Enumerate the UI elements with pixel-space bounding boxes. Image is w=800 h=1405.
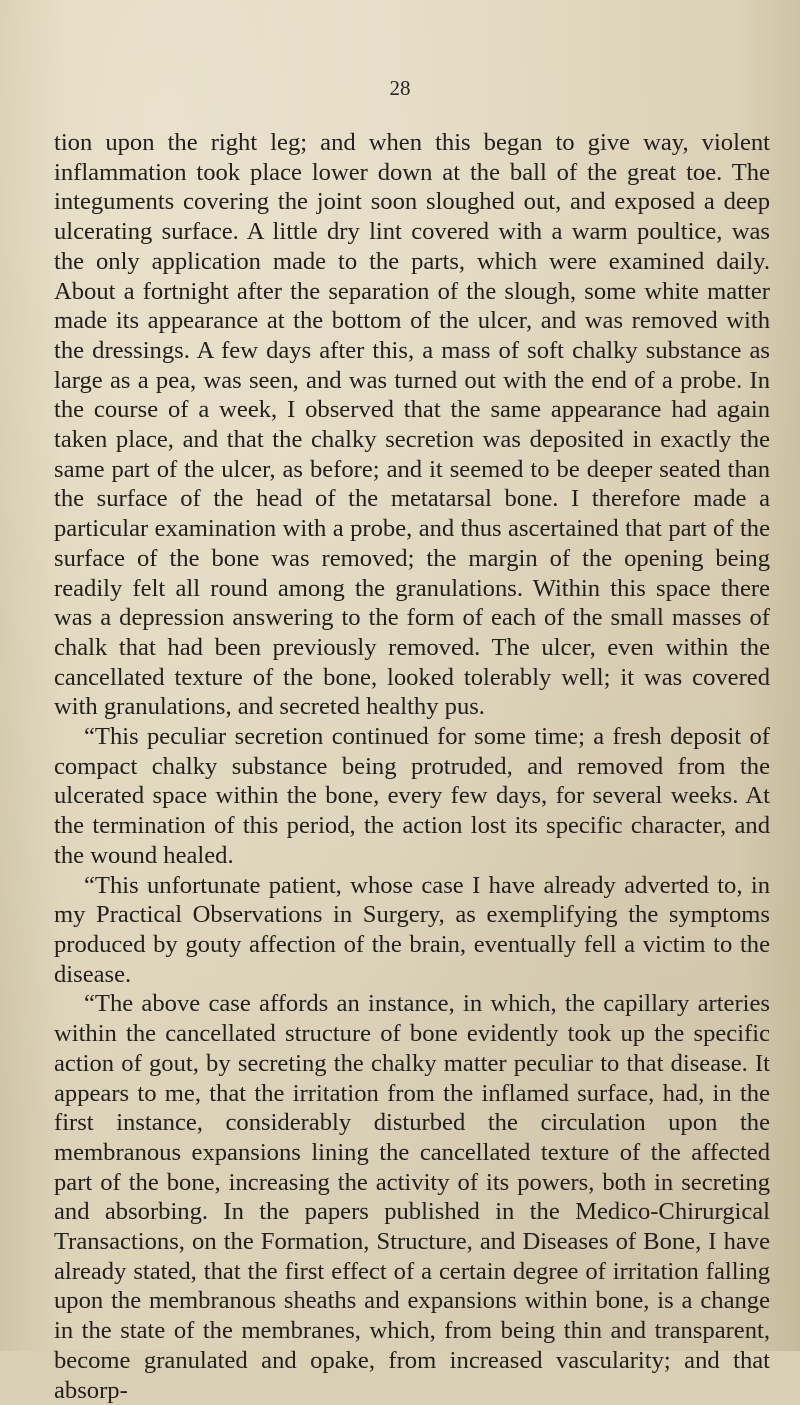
paragraph: “This peculiar secretion continued for some time; a fresh deposit of compact chalky substance being protruded, and removed from the ulcerated space within the bone, every few days, for several weeks. At the termination of this period, the action lost its specific character, and the wound healed. bbox=[54, 723, 770, 869]
paragraph: tion upon the right leg; and when this began to give way, violent inflammation took place lower down at the ball of the great toe. The integuments covering the joint soon sloughed out, and exposed a deep ulcerating surface. A little dry lint covered with a warm poultice, was the only application made to the parts, which were examined daily. About a fortnight after the separation of the slough, some white matter made its appearance at the bottom of the ulcer, and was removed with the dressings. A few days after this, a mass of soft chalky substance as large as a pea, was seen, and was turned out with the end of a probe. In the course of a week, I observed that the same appearance had again taken place, and that the chalky secretion was deposited in exactly the same part of the ulcer, as before; and it seemed to be deeper seated than the surface of the head of the metatarsal bone. I therefore made a particular examination with a probe, and thus ascertained that part of the surface of the bone was removed; the margin of the opening being readily felt all round among the granulations. Within this space there was a depression answering to the form of each of the small masses of chalk that had been previously removed. The ulcer, even within the cancellated texture of the bone, looked tolerably well; it was covered with granulations, and secreted healthy pus. bbox=[54, 129, 770, 721]
body-text bbox=[54, 128, 770, 1405]
page-number: 28 bbox=[389, 76, 411, 100]
paragraph: “This unfortunate patient, whose case I have already adverted to, in my Practical Observations in Surgery, as exemplifying the symptoms produced by gouty affection of the brain, eventually fell a victim to the disease. bbox=[54, 871, 770, 988]
paragraph: “The above case affords an instance, in which, the capillary arteries within the cancellated structure of bone evidently took up the specific action of gout, by secreting the chalky matter peculiar to that disease. It appears to me, that the irritation from the inflamed surface, had, in the first instance, considerably disturbed the circulation upon the membranous expansions lining the cancellated texture of the affected part of the bone, increasing the activity of its powers, both in secreting and absorbing. In the papers published in the Medico-Chirurgical Transactions, on the Formation, Structure, and Diseases of Bone, I have already stated, that the first effect of a certain degree of irritation falling upon the membranous sheaths and expansions within bone, is a change in the state of the membranes, which, from being thin and transparent, become granulated and opake, from increased vascularity; and that absorp- bbox=[54, 990, 770, 1404]
